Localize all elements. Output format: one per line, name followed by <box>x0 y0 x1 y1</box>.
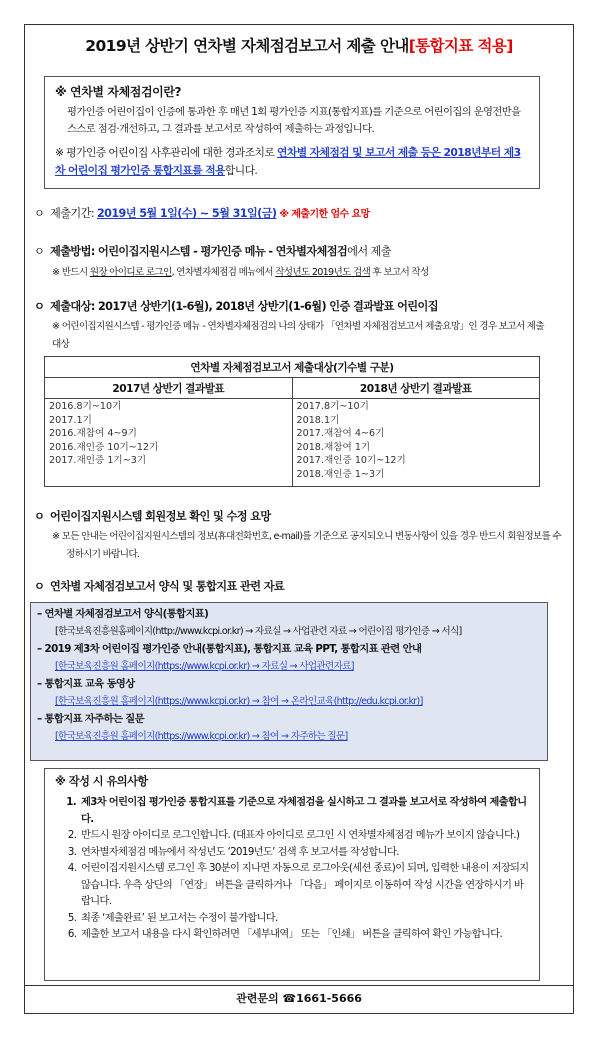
caution-item: 4. 어린이집지원시스템 로그인 후 30분이 지나면 자동으로 로그아웃(세션 종료)이 되며, 입력한 내용이 저장되지 않습니다. 우측 상단의 「연장」 버튼을 클릭하거나 「다음」 페이지로 이동하여 작성 시간을 연장하시기 바랍니다. <box>79 861 529 911</box>
table-row: 2017.재참여 4~6기 <box>296 428 385 440</box>
table-row: 2018.재참여 1기 <box>296 441 371 453</box>
period-label: 제출기간: <box>50 207 97 220</box>
table-row: 2018.재인증 1~3기 <box>296 468 385 480</box>
table-row: 2016.8기~10기 <box>49 401 122 412</box>
bullet-icon: ㅇ <box>34 580 45 593</box>
intro-note-suffix: 합니다. <box>224 164 258 177</box>
page-title <box>24 34 574 56</box>
cautions-box <box>44 768 540 981</box>
caution-item: 2. 반드시 원장 아이디로 로그인합니다. (대표자 아이디로 로그인 시 연차별자체점검 메뉴가 보이지 않습니다.) <box>79 828 529 845</box>
target-note: ※ 어린이집지원시스템 - 평가인증 메뉴 - 연차별자체점검의 나의 상태가 「연차별 자체점검보고서 제출요망」인 경우 보고서 제출 대상 <box>52 321 544 350</box>
table-row: 2017.재인증 10기~12기 <box>296 455 406 467</box>
member-note: ※ 모든 안내는 어린이집지원시스템의 정보(휴대전화번호, e-mail)를 기준으로 공지되오니 변동사항이 있을 경우 반드시 회원정보를 수정하시기 바랍니다. <box>52 531 561 560</box>
intro-heading: ※ 연차별 자체점검이란? <box>55 85 182 99</box>
method-note-c: 후 보고서 작성 <box>370 267 429 278</box>
bullet-icon: ㅇ <box>34 300 45 313</box>
target-heading: 제출대상: 2017년 상반기(1-6월), 2018년 상반기(1-6월) 인증 결과발표 어린이집 <box>50 300 438 313</box>
table-cell-2018 <box>292 399 540 487</box>
cautions-heading: ※ 작성 시 유의사항 <box>55 775 148 788</box>
method-note-search: 작성년도 2019년도 검색 <box>275 267 371 278</box>
table-row: 2017.재인증 1기~3기 <box>49 455 147 467</box>
intro-note-prefix: ※ 평가인증 어린이집 사후관리에 대한 경과조치로 <box>55 146 278 159</box>
caution-item: 3. 연차별자체점검 메뉴에서 작성년도 ‘2019년도’ 검색 후 보고서를 작성합니다. <box>79 845 529 862</box>
resources-box <box>30 602 548 761</box>
intro-note <box>55 144 529 180</box>
table-caption: 연차별 자체점검보고서 제출대상(기수별 구분) <box>45 357 540 378</box>
title-accent: [통합지표 적용] <box>408 37 513 55</box>
resources-heading: 연차별 자체점검보고서 양식 및 통합지표 관련 자료 <box>50 580 285 593</box>
resource-link[interactable]: [한국보육진흥원 홈페이지(https://www.kcpi.or.kr) → 자료실 → 사업관련자료] <box>55 661 354 672</box>
table-row: 2016.재인증 10기~12기 <box>49 441 159 453</box>
table-row: 2017.1기 <box>49 414 92 426</box>
table-row: 2018.1기 <box>296 414 340 426</box>
resource-link[interactable]: [한국보육진흥원홈페이지(http://www.kcpi.or.kr) → 자료실 → 사업관련 자료 → 어린이집 평가인증 → 서식] <box>55 626 462 637</box>
method-note-a: ※ 반드시 <box>52 267 90 278</box>
footer-contact: 관련문의 ☎1661-5666 <box>236 992 362 1005</box>
period-warning: ※ 제출기한 엄수 요망 <box>279 209 370 220</box>
bullet-icon: ㅇ <box>34 207 45 220</box>
caution-item: 5. 최종 ‘제출완료’ 된 보고서는 수정이 불가합니다. <box>79 911 529 928</box>
table-row: 2017.8기~10기 <box>296 401 369 412</box>
member-section <box>34 508 271 524</box>
resource-link[interactable]: [한국보육진흥원 홈페이지(https://www.kcpi.or.kr) → 참여 → 자주하는 질문] <box>55 731 348 742</box>
resource-title: – 통합지표 자주하는 질문 <box>37 713 144 725</box>
table-col-2018: 2018년 상반기 결과발표 <box>292 378 540 399</box>
period-dates: 2019년 5월 1일(수) ~ 5월 31일(금) <box>96 207 277 220</box>
method-note <box>52 264 547 282</box>
method-label: 제출방법: <box>50 245 98 258</box>
intro-paragraph: 평가인증 어린이집이 인증에 통과한 후 매년 1회 평가인증 지표(통합지표)를 기준으로 어린이집의 운영전반을 스스로 점검·개선하고, 그 결과를 보고서로 작성하여 제출하는 과정입니다. <box>67 106 521 135</box>
table-col-2017: 2017년 상반기 결과발표 <box>45 378 293 399</box>
method-note-b: , 연차별자체점검 메뉴에서 <box>171 267 276 278</box>
resource-title: – 연차별 자체점검보고서 양식(통합지표) <box>37 608 209 620</box>
resource-title: – 통합지표 교육 동영상 <box>37 678 135 690</box>
footer-divider <box>24 985 574 986</box>
method-note-login: 원장 아이디로 로그인 <box>89 267 172 278</box>
bullet-icon: ㅇ <box>34 510 45 523</box>
method-rest: 에서 제출 <box>347 245 391 258</box>
resources-section <box>34 578 284 594</box>
method-path: 어린이집지원시스템 - 평가인증 메뉴 - 연차별자체점검 <box>98 245 348 258</box>
target-table <box>44 356 540 487</box>
bullet-icon: ㅇ <box>34 245 45 258</box>
caution-item: 6. 제출한 보고서 내용을 다시 확인하려면 「세부내역」 또는 「인쇄」 버튼을 클릭하여 확인 가능합니다. <box>79 927 529 944</box>
cautions-list <box>55 795 529 944</box>
member-heading: 어린이집지원시스템 회원정보 확인 및 수정 요망 <box>50 510 271 523</box>
intro-box <box>44 76 540 189</box>
table-cell-2017 <box>45 399 293 487</box>
target-section <box>34 298 438 314</box>
caution-item: 1. 제3차 어린이집 평가인증 통합지표를 기준으로 자체점검을 실시하고 그 결과를 보고서로 작성하여 제출합니다. <box>79 795 529 828</box>
method-section <box>34 243 391 259</box>
resource-link[interactable]: [한국보육진흥원 홈페이지(https://www.kcpi.or.kr) → 참여 → 온라인교육(http://edu.kcpi.or.kr)] <box>55 696 423 707</box>
table-row: 2016.재참여 4~9기 <box>49 428 137 440</box>
intro-note-highlight: 연차별 자체점검 및 보고서 제출 등은 2018년부터 제3차 어린이집 평가인증 통합지표를 적용 <box>55 146 521 177</box>
resource-title: – 2019 제3차 어린이집 평가인증 안내(통합지표), 통합지표 교육 PPT, 통합지표 관련 안내 <box>37 643 422 655</box>
title-main: 2019년 상반기 연차별 자체점검보고서 제출 안내 <box>85 37 409 55</box>
period-section <box>34 205 370 221</box>
